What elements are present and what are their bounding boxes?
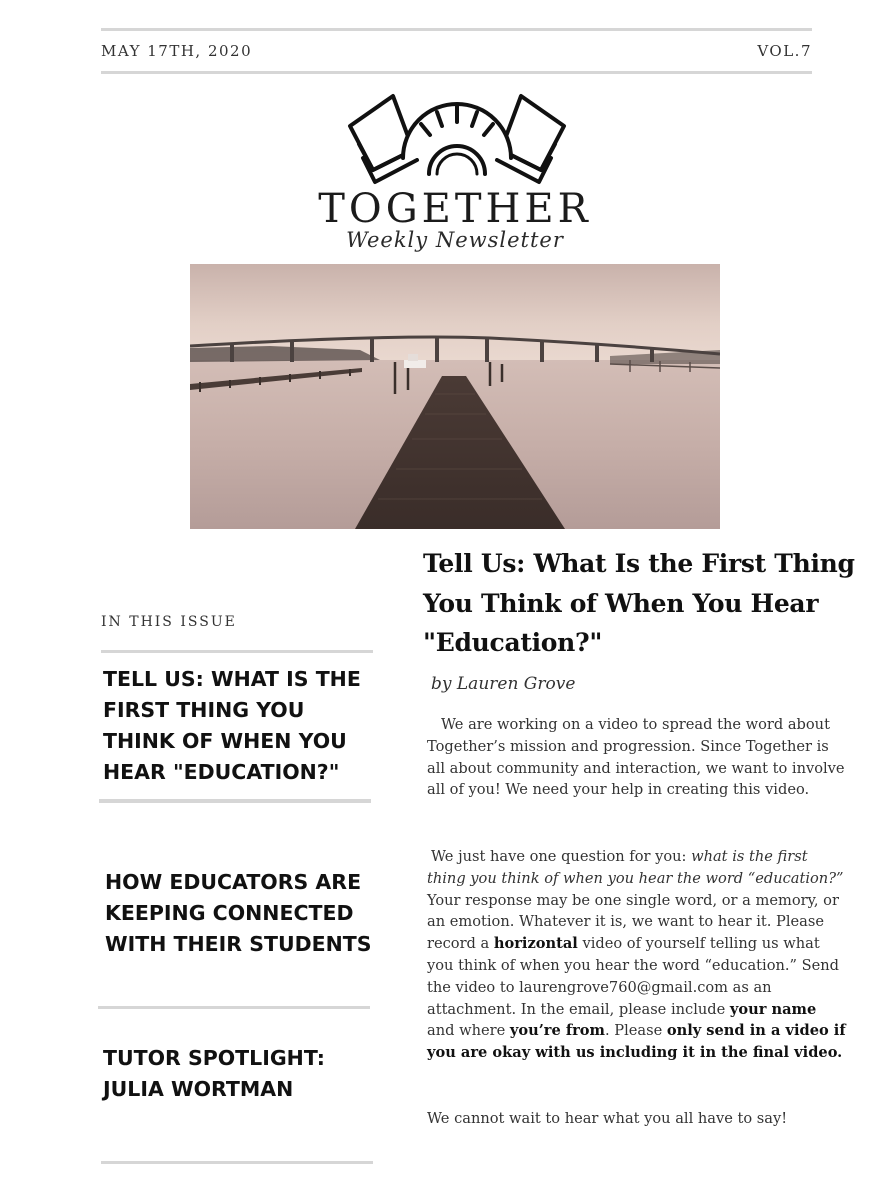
header-rule xyxy=(101,71,812,74)
sidebar-item-tutor-spotlight[interactable]: TUTOR SPOTLIGHT: JULIA WORTMAN xyxy=(103,1046,325,1101)
article-paragraph-3: We cannot wait to hear what you all have to say! xyxy=(427,1110,788,1127)
article-paragraph-1: We are working on a video to spread the word about Together’s mission and progression. Since Together is all about community and interaction, we want to involve all of you! We need your help in creating this video. xyxy=(427,716,845,799)
sidebar-rule-2 xyxy=(99,799,371,803)
sidebar-item-tell-us[interactable]: TELL US: WHAT IS THE FIRST THING YOU THINK OF WHEN YOU HEAR "EDUCATION?" xyxy=(103,667,361,784)
pier-bridge-photo xyxy=(190,264,720,529)
brand-title: TOGETHER xyxy=(318,186,592,232)
sidebar-rule-1 xyxy=(101,650,373,653)
article-byline: by Lauren Grove xyxy=(431,674,576,694)
brand-subtitle: Weekly Newsletter xyxy=(346,228,564,252)
consent-bold: only send in a video if you are okay with us including it in the final video. xyxy=(427,1022,846,1062)
your-name-bold: your name xyxy=(729,1000,817,1018)
sidebar-rule-3 xyxy=(98,1006,370,1009)
question-italic: what is the first thing you think of when you hear the word “education?” xyxy=(427,848,844,887)
in-this-issue-label: IN THIS ISSUE xyxy=(101,614,237,630)
sidebar-rule-4 xyxy=(101,1161,373,1164)
youre-from-bold: you’re from xyxy=(509,1022,605,1040)
top-rule xyxy=(101,28,812,31)
article-paragraph-2: We just have one question for you: what is the first thing you think of when you hear the word “education?” Your response may be one single word, or a memory, or an emotion. Whatever it is, we want to hear it. Please record a horizontal video of yourself telling us what you think of when you hear the word “education.” Send the video to laurengrove760@gmail.com as an attachment. In the email, please include your name and where you’re from. Please only send in a video if you are okay with us including it in the final video. xyxy=(427,848,846,1062)
issue-volume: VOL.7 xyxy=(757,42,812,60)
sidebar-item-educators[interactable]: HOW EDUCATORS ARE KEEPING CONNECTED WITH THEIR STUDENTS xyxy=(105,870,372,956)
sunrise-with-open-books-icon xyxy=(345,88,569,192)
article-title: Tell Us: What Is the First Thing You Think of When You Hear "Education?" xyxy=(423,549,855,657)
issue-date: MAY 17TH, 2020 xyxy=(101,42,253,60)
horizontal-bold: horizontal xyxy=(493,935,578,953)
